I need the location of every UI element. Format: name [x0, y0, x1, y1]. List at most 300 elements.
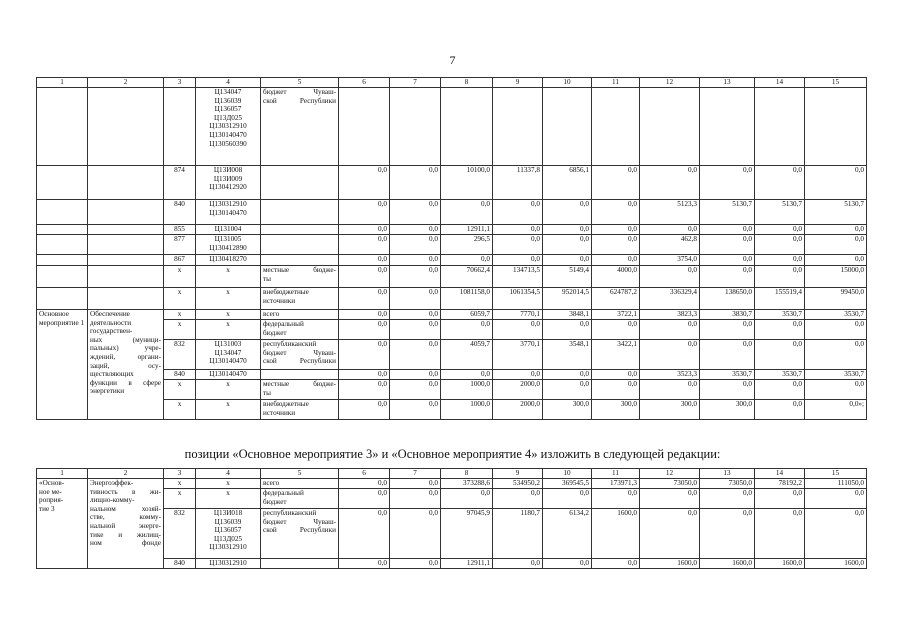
table-row: [37, 235, 867, 255]
amount-cell: 3548,1: [543, 340, 592, 370]
column-number-cell: 2: [88, 78, 164, 88]
target-article-cell: x: [196, 320, 261, 340]
amount-cell: 0,0: [493, 489, 543, 509]
amount-cell: 0,0: [390, 266, 441, 288]
amount-cell: 99450,0: [805, 288, 867, 310]
amount-cell: 0,0: [390, 235, 441, 255]
amount-cell: 173971,3: [592, 479, 640, 489]
amount-cell: 0,0: [805, 225, 867, 235]
amount-cell: [493, 88, 543, 166]
funding-source-cell: республиканский бюджет Чуваш- ской Республики: [261, 340, 339, 370]
amount-cell: 0,0: [543, 320, 592, 340]
amount-cell: [339, 88, 390, 166]
amount-cell: 0,0»;: [805, 400, 867, 420]
amount-cell: 0,0: [390, 310, 441, 320]
column-number-cell: 2: [88, 469, 164, 479]
amount-cell: 0,0: [805, 320, 867, 340]
amount-cell: 3770,1: [493, 340, 543, 370]
amount-cell: 1600,0: [592, 509, 640, 559]
amount-cell: 0,0: [339, 320, 390, 340]
amount-cell: 0,0: [805, 255, 867, 266]
admin-code-cell: 832: [164, 509, 196, 559]
amount-cell: 73050,0: [700, 479, 755, 489]
amount-cell: 0,0: [700, 380, 755, 400]
target-article-cell: x: [196, 266, 261, 288]
column-number-cell: 14: [755, 78, 805, 88]
amount-cell: 300,0: [640, 400, 700, 420]
amount-cell: 300,0: [700, 400, 755, 420]
amount-cell: 336329,4: [640, 288, 700, 310]
table-row: [37, 310, 867, 320]
amount-cell: 0,0: [640, 225, 700, 235]
amount-cell: 0,0: [390, 166, 441, 200]
amount-cell: 0,0: [390, 400, 441, 420]
amount-cell: 97045,9: [441, 509, 493, 559]
amount-cell: 0,0: [390, 255, 441, 266]
column-number-cell: 12: [640, 78, 700, 88]
column-number-cell: 6: [339, 469, 390, 479]
amount-cell: 5123,3: [640, 200, 700, 225]
amount-cell: 0,0: [339, 489, 390, 509]
admin-code-cell: 840: [164, 370, 196, 380]
amendment-statement: позиции «Основное мероприятие 3» и «Основное мероприятие 4» изложить в следующей редакции:: [184, 447, 721, 461]
amount-cell: 0,0: [543, 559, 592, 569]
funding-source-cell: [261, 200, 339, 225]
amount-cell: 4000,0: [592, 266, 640, 288]
event-name-cell: Энергоэффек- тивность в жи- лищно-комму- нальном хозяй- стве, комму- нальной энерге- тике и жилищ- ном фонде: [88, 479, 164, 569]
amount-cell: 0,0: [390, 380, 441, 400]
amount-cell: 0,0: [592, 320, 640, 340]
amount-cell: 3830,7: [700, 310, 755, 320]
amount-cell: 0,0: [339, 340, 390, 370]
amount-cell: 0,0: [755, 340, 805, 370]
amount-cell: 0,0: [755, 225, 805, 235]
amount-cell: [700, 88, 755, 166]
target-article-cell: x: [196, 400, 261, 420]
funding-source-cell: внебюджетные источники: [261, 288, 339, 310]
admin-code-cell: 832: [164, 340, 196, 370]
amount-cell: 3530,7: [805, 310, 867, 320]
target-article-cell: Ц131003 Ц134047 Ц130140470: [196, 340, 261, 370]
amount-cell: 0,0: [441, 200, 493, 225]
amount-cell: 1000,0: [441, 400, 493, 420]
admin-code-cell: x: [164, 266, 196, 288]
admin-code-cell: 855: [164, 225, 196, 235]
amount-cell: 1180,7: [493, 509, 543, 559]
amount-cell: 0,0: [339, 288, 390, 310]
amount-cell: 6059,7: [441, 310, 493, 320]
column-number-cell: 10: [543, 78, 592, 88]
status-cell: [37, 235, 88, 255]
amount-cell: 0,0: [700, 166, 755, 200]
amount-cell: 0,0: [339, 559, 390, 569]
amount-cell: 0,0: [543, 225, 592, 235]
amount-cell: 3530,7: [755, 370, 805, 380]
amount-cell: 0,0: [543, 235, 592, 255]
column-number-cell: 5: [261, 78, 339, 88]
amount-cell: 0,0: [390, 200, 441, 225]
amount-cell: 1000,0: [441, 380, 493, 400]
column-number-cell: 4: [196, 469, 261, 479]
table-row: [37, 200, 867, 225]
amount-cell: 0,0: [543, 200, 592, 225]
amount-cell: 0,0: [493, 200, 543, 225]
amount-cell: 0,0: [755, 400, 805, 420]
funding-source-cell: [261, 559, 339, 569]
amount-cell: 0,0: [755, 509, 805, 559]
table-row: [37, 225, 867, 235]
amount-cell: 12911,1: [441, 559, 493, 569]
name-cell: [88, 166, 164, 200]
table-row: [37, 479, 867, 489]
amount-cell: 0,0: [700, 225, 755, 235]
amount-cell: 3754,0: [640, 255, 700, 266]
event-status-cell: Основное мероприятие 1: [37, 310, 88, 420]
column-number-cell: 12: [640, 469, 700, 479]
column-number-cell: 6: [339, 78, 390, 88]
amount-cell: 0,0: [390, 370, 441, 380]
amount-cell: 0,0: [390, 288, 441, 310]
amount-cell: 0,0: [592, 370, 640, 380]
status-cell: [37, 255, 88, 266]
amount-cell: 0,0: [640, 489, 700, 509]
amount-cell: [640, 88, 700, 166]
event-name-cell: Обеспечение деятельности государствен- ных (муници- пальных) учре- ждений, органи- заций, осу- ществляющих функции в сфере энергетики: [88, 310, 164, 420]
amount-cell: 0,0: [755, 380, 805, 400]
amount-cell: 0,0: [700, 340, 755, 370]
column-number-cell: 4: [196, 78, 261, 88]
amount-cell: 0,0: [390, 479, 441, 489]
name-cell: [88, 288, 164, 310]
column-number-row: [37, 469, 867, 479]
amount-cell: 3848,1: [543, 310, 592, 320]
amount-cell: 0,0: [390, 340, 441, 370]
admin-code-cell: x: [164, 380, 196, 400]
name-cell: [88, 266, 164, 288]
admin-code-cell: x: [164, 310, 196, 320]
column-number-cell: 3: [164, 78, 196, 88]
target-article-cell: Ц131004: [196, 225, 261, 235]
amount-cell: 138650,0: [700, 288, 755, 310]
column-number-cell: 9: [493, 469, 543, 479]
amount-cell: 0,0: [543, 380, 592, 400]
column-number-cell: 14: [755, 469, 805, 479]
column-number-cell: 9: [493, 78, 543, 88]
admin-code-cell: 874: [164, 166, 196, 200]
status-cell: [37, 88, 88, 166]
amount-cell: 3530,7: [805, 370, 867, 380]
amount-cell: 3523,3: [640, 370, 700, 380]
status-cell: [37, 225, 88, 235]
amount-cell: 155519,4: [755, 288, 805, 310]
amount-cell: 3530,7: [755, 310, 805, 320]
admin-code-cell: x: [164, 400, 196, 420]
amount-cell: 0,0: [339, 479, 390, 489]
amount-cell: 6134,2: [543, 509, 592, 559]
funding-source-cell: [261, 235, 339, 255]
amount-cell: 0,0: [339, 225, 390, 235]
target-article-cell: Ц134047 Ц136039 Ц136057 Ц13Д025 Ц130312910 Ц130140470 Ц130560390: [196, 88, 261, 166]
amount-cell: 0,0: [441, 255, 493, 266]
amount-cell: 0,0: [543, 489, 592, 509]
target-article-cell: Ц130312910 Ц130140470: [196, 200, 261, 225]
funding-source-cell: местные бюдже- ты: [261, 380, 339, 400]
column-number-cell: 15: [805, 469, 867, 479]
amount-cell: 12911,1: [441, 225, 493, 235]
amount-cell: 0,0: [805, 489, 867, 509]
amount-cell: 624787,2: [592, 288, 640, 310]
status-cell: [37, 200, 88, 225]
amount-cell: 0,0: [805, 509, 867, 559]
amount-cell: 0,0: [543, 370, 592, 380]
amount-cell: 15000,0: [805, 266, 867, 288]
amount-cell: 1061354,5: [493, 288, 543, 310]
column-number-cell: 15: [805, 78, 867, 88]
amount-cell: 0,0: [592, 489, 640, 509]
amount-cell: 300,0: [592, 400, 640, 420]
amount-cell: 1081158,0: [441, 288, 493, 310]
amount-cell: 0,0: [592, 235, 640, 255]
amount-cell: 0,0: [441, 370, 493, 380]
column-number-cell: 8: [441, 469, 493, 479]
target-article-cell: x: [196, 489, 261, 509]
amount-cell: [592, 88, 640, 166]
name-cell: [88, 225, 164, 235]
amount-cell: 0,0: [805, 380, 867, 400]
amount-cell: 0,0: [543, 255, 592, 266]
amount-cell: 0,0: [700, 509, 755, 559]
amount-cell: 0,0: [493, 320, 543, 340]
amount-cell: 0,0: [700, 266, 755, 288]
amount-cell: 0,0: [441, 489, 493, 509]
amount-cell: 5130,7: [700, 200, 755, 225]
amount-cell: 0,0: [700, 489, 755, 509]
funding-source-cell: [261, 370, 339, 380]
amount-cell: 1600,0: [700, 559, 755, 569]
table-row: [37, 288, 867, 310]
amount-cell: 0,0: [339, 370, 390, 380]
amount-cell: 462,8: [640, 235, 700, 255]
amount-cell: 5149,4: [543, 266, 592, 288]
funding-source-cell: бюджет Чуваш- ской Республики: [261, 88, 339, 166]
amount-cell: 0,0: [339, 255, 390, 266]
amount-cell: 111050,0: [805, 479, 867, 489]
amount-cell: 0,0: [339, 266, 390, 288]
table-row: [37, 166, 867, 200]
amount-cell: 0,0: [390, 320, 441, 340]
name-cell: [88, 255, 164, 266]
amount-cell: 0,0: [640, 166, 700, 200]
amount-cell: 0,0: [592, 380, 640, 400]
admin-code-cell: [164, 88, 196, 166]
name-cell: [88, 200, 164, 225]
amount-cell: 0,0: [640, 320, 700, 340]
amount-cell: 11337,8: [493, 166, 543, 200]
amount-cell: 0,0: [339, 380, 390, 400]
amount-cell: 0,0: [592, 255, 640, 266]
admin-code-cell: x: [164, 489, 196, 509]
amount-cell: 1600,0: [755, 559, 805, 569]
amount-cell: 0,0: [640, 380, 700, 400]
column-number-row: [37, 78, 867, 88]
amount-cell: 0,0: [755, 489, 805, 509]
amount-cell: 0,0: [339, 509, 390, 559]
amount-cell: 7770,1: [493, 310, 543, 320]
admin-code-cell: x: [164, 288, 196, 310]
amount-cell: 0,0: [493, 370, 543, 380]
admin-code-cell: 867: [164, 255, 196, 266]
amount-cell: 4059,7: [441, 340, 493, 370]
column-number-cell: 7: [390, 469, 441, 479]
amount-cell: 0,0: [390, 559, 441, 569]
name-cell: [88, 235, 164, 255]
amount-cell: 2000,0: [493, 400, 543, 420]
amount-cell: [543, 88, 592, 166]
target-article-cell: Ц13И018 Ц136039 Ц136057 Ц13Д025 Ц130312910: [196, 509, 261, 559]
funding-source-cell: федеральный бюджет: [261, 320, 339, 340]
target-article-cell: Ц131005 Ц130412890: [196, 235, 261, 255]
name-cell: [88, 88, 164, 166]
amount-cell: [390, 88, 441, 166]
amount-cell: 0,0: [700, 320, 755, 340]
admin-code-cell: 840: [164, 200, 196, 225]
admin-code-cell: x: [164, 479, 196, 489]
admin-code-cell: 877: [164, 235, 196, 255]
funding-source-cell: [261, 255, 339, 266]
amount-cell: 0,0: [339, 166, 390, 200]
amount-cell: [755, 88, 805, 166]
target-article-cell: x: [196, 288, 261, 310]
amount-cell: 0,0: [592, 200, 640, 225]
target-article-cell: Ц13И008 Ц13И009 Ц130412920: [196, 166, 261, 200]
status-cell: [37, 166, 88, 200]
status-cell: [37, 288, 88, 310]
amount-cell: 0,0: [755, 266, 805, 288]
column-number-cell: 5: [261, 469, 339, 479]
amount-cell: 0,0: [805, 166, 867, 200]
amount-cell: 0,0: [493, 255, 543, 266]
amount-cell: 0,0: [700, 255, 755, 266]
amount-cell: 2000,0: [493, 380, 543, 400]
amount-cell: 0,0: [592, 225, 640, 235]
amount-cell: 0,0: [592, 166, 640, 200]
amount-cell: 78192,2: [755, 479, 805, 489]
admin-code-cell: 840: [164, 559, 196, 569]
amount-cell: 0,0: [592, 559, 640, 569]
amount-cell: 0,0: [390, 509, 441, 559]
amount-cell: 0,0: [755, 255, 805, 266]
amount-cell: 0,0: [805, 340, 867, 370]
admin-code-cell: x: [164, 320, 196, 340]
column-number-cell: 1: [37, 78, 88, 88]
column-number-cell: 11: [592, 469, 640, 479]
target-article-cell: x: [196, 380, 261, 400]
column-number-cell: 1: [37, 469, 88, 479]
table-row: [37, 255, 867, 266]
amount-cell: 0,0: [640, 266, 700, 288]
amount-cell: 0,0: [339, 200, 390, 225]
amount-cell: 5130,7: [755, 200, 805, 225]
amount-cell: 0,0: [390, 225, 441, 235]
amount-cell: 3530,7: [700, 370, 755, 380]
amount-cell: 0,0: [805, 235, 867, 255]
target-article-cell: Ц130140470: [196, 370, 261, 380]
status-cell: [37, 266, 88, 288]
target-article-cell: Ц130418270: [196, 255, 261, 266]
budget-table-2: [36, 468, 867, 569]
funding-source-cell: местные бюдже- ты: [261, 266, 339, 288]
amount-cell: 0,0: [493, 235, 543, 255]
event-status-cell: «Основ- ное ме- роприя- тие 3: [37, 479, 88, 569]
column-number-cell: 11: [592, 78, 640, 88]
funding-source-cell: [261, 166, 339, 200]
funding-source-cell: федеральный бюджет: [261, 489, 339, 509]
table-row: [37, 266, 867, 288]
amount-cell: 296,5: [441, 235, 493, 255]
funding-source-cell: республиканский бюджет Чуваш- ской Республики: [261, 509, 339, 559]
amount-cell: 0,0: [390, 489, 441, 509]
target-article-cell: Ц130312910: [196, 559, 261, 569]
amount-cell: 0,0: [755, 235, 805, 255]
budget-table-1: [36, 77, 867, 420]
amount-cell: 0,0: [493, 559, 543, 569]
target-article-cell: x: [196, 479, 261, 489]
amount-cell: [441, 88, 493, 166]
amount-cell: 0,0: [700, 235, 755, 255]
column-number-cell: 3: [164, 469, 196, 479]
amount-cell: 369545,5: [543, 479, 592, 489]
column-number-cell: 7: [390, 78, 441, 88]
amount-cell: 5130,7: [805, 200, 867, 225]
target-article-cell: x: [196, 310, 261, 320]
column-number-cell: 10: [543, 469, 592, 479]
amount-cell: 134713,5: [493, 266, 543, 288]
amount-cell: 70662,4: [441, 266, 493, 288]
amount-cell: 952014,5: [543, 288, 592, 310]
page-number: 7: [449, 53, 456, 67]
amount-cell: 10100,0: [441, 166, 493, 200]
amount-cell: 6856,1: [543, 166, 592, 200]
amount-cell: 1600,0: [640, 559, 700, 569]
amount-cell: 0,0: [493, 225, 543, 235]
amount-cell: 0,0: [640, 509, 700, 559]
amount-cell: 0,0: [640, 340, 700, 370]
amount-cell: 73050,0: [640, 479, 700, 489]
amount-cell: 0,0: [339, 235, 390, 255]
amount-cell: 300,0: [543, 400, 592, 420]
column-number-cell: 8: [441, 78, 493, 88]
amount-cell: 0,0: [339, 310, 390, 320]
amount-cell: 3823,3: [640, 310, 700, 320]
amount-cell: 534950,2: [493, 479, 543, 489]
funding-source-cell: [261, 225, 339, 235]
funding-source-cell: внебюджетные источники: [261, 400, 339, 420]
amount-cell: [805, 88, 867, 166]
amount-cell: 0,0: [755, 166, 805, 200]
funding-source-cell: всего: [261, 479, 339, 489]
amount-cell: 1600,0: [805, 559, 867, 569]
funding-source-cell: всего: [261, 310, 339, 320]
column-number-cell: 13: [700, 469, 755, 479]
table-row: [37, 88, 867, 166]
amount-cell: 373288,6: [441, 479, 493, 489]
amount-cell: 3722,1: [592, 310, 640, 320]
amount-cell: 0,0: [441, 320, 493, 340]
amount-cell: 0,0: [755, 320, 805, 340]
amount-cell: 0,0: [339, 400, 390, 420]
column-number-cell: 13: [700, 78, 755, 88]
amount-cell: 3422,1: [592, 340, 640, 370]
